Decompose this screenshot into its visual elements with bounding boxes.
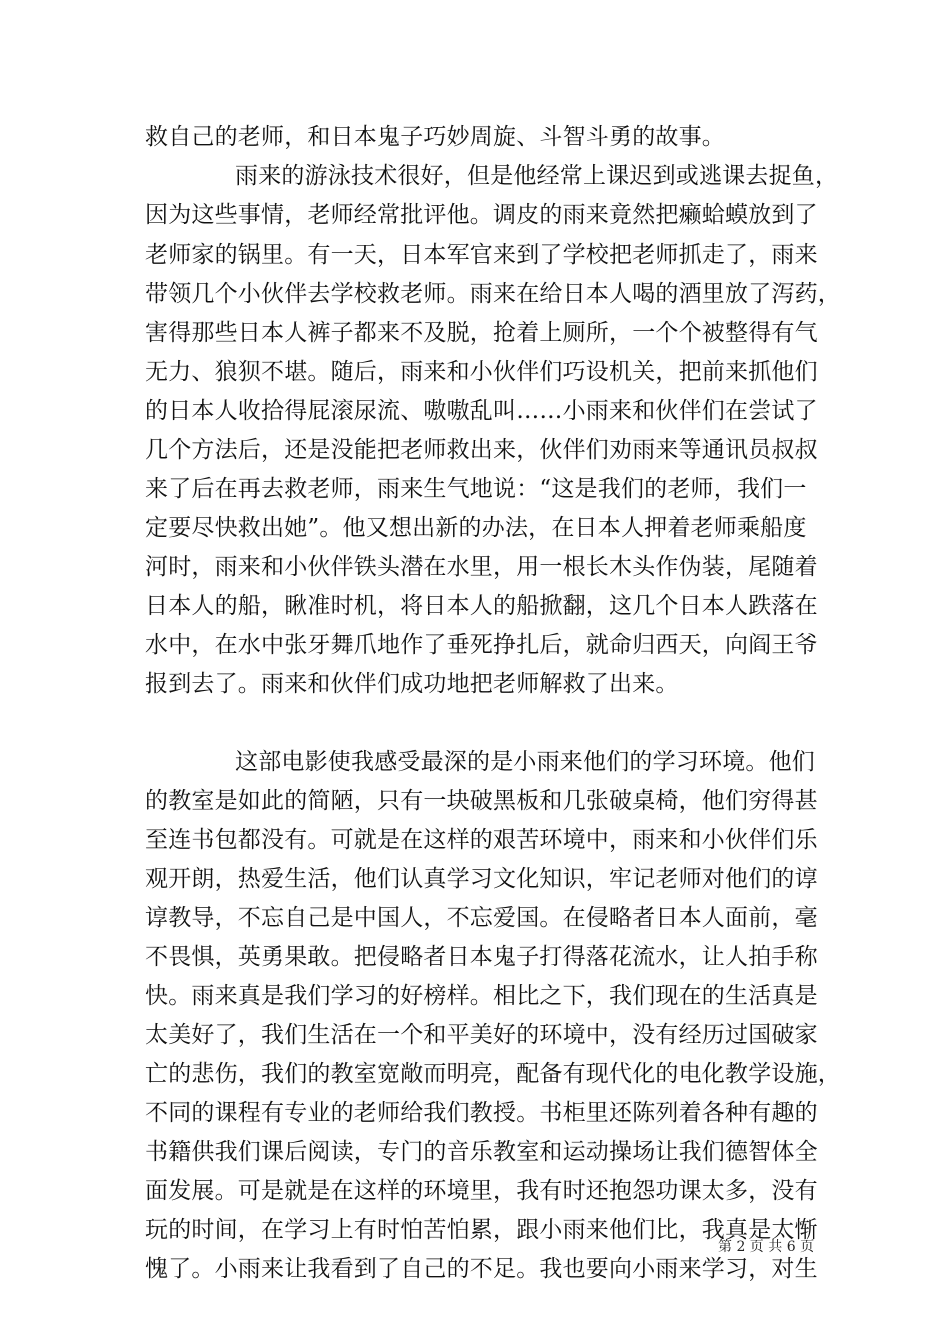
- text-line: 的日本人收拾得屁滚尿流、嗷嗷乱叫……小雨来和伙伴们在尝试了: [145, 398, 818, 424]
- text-line: 定要尽快救出她”。他又想出新的办法，在日本人押着老师乘船度: [145, 515, 807, 541]
- text-line: 几个方法后，还是没能把老师救出来，伙伴们劝雨来等通讯员叔叔: [145, 437, 818, 463]
- text-line: 老师家的锅里。有一天，日本军官来到了学校把老师抓走了，雨来: [145, 242, 818, 268]
- text-line: 救自己的老师，和日本鬼子巧妙周旋、斗智斗勇的故事。: [145, 124, 725, 150]
- text-line: 来了后在再去救老师，雨来生气地说：“这是我们的老师，我们一: [145, 476, 807, 502]
- text-line: 不畏惧，英勇果敢。把侵略者日本鬼子打得落花流水，让人拍手称: [145, 944, 818, 970]
- text-line: 观开朗，热爱生活，他们认真学习文化知识，牢记老师对他们的谆: [145, 866, 818, 892]
- text-line: 面发展。可是就是在这样的环境里，我有时还抱怨功课太多，没有: [145, 1178, 818, 1204]
- text-line: 报到去了。雨来和伙伴们成功地把老师解救了出来。: [145, 671, 679, 697]
- text-line: 带领几个小伙伴去学校救老师。雨来在给日本人喝的酒里放了泻药，: [145, 281, 841, 307]
- text-line: 这部电影使我感受最深的是小雨来他们的学习环境。他们: [235, 749, 815, 775]
- text-line: 水中，在水中张牙舞爪地作了垂死挣扎后，就命归西天，向阎王爷: [145, 632, 818, 658]
- text-line: 害得那些日本人裤子都来不及脱，抢着上厕所，一个个被整得有气: [145, 320, 818, 346]
- text-line: 因为这些事情，老师经常批评他。调皮的雨来竟然把癞蛤蟆放到了: [145, 202, 818, 228]
- text-line: 雨来的游泳技术很好，但是他经常上课迟到或逃课去捉鱼，: [235, 163, 839, 189]
- text-line: 的教室是如此的简陋，只有一块破黑板和几张破桌椅，他们穷得甚: [145, 788, 818, 814]
- text-line: 谆教导，不忘自己是中国人，不忘爱国。在侵略者日本人面前，毫: [145, 905, 818, 931]
- text-line: 太美好了，我们生活在一个和平美好的环境中，没有经历过国破家: [145, 1022, 818, 1048]
- text-line: 不同的课程有专业的老师给我们教授。书柜里还陈列着各种有趣的: [145, 1100, 818, 1126]
- text-line: 河时，雨来和小伙伴铁头潜在水里，用一根长木头作伪装，尾随着: [145, 554, 818, 580]
- text-line: 至连书包都没有。可就是在这样的艰苦环境中，雨来和小伙伴们乐: [145, 827, 818, 853]
- text-line: 日本人的船，瞅准时机，将日本人的船掀翻，这几个日本人跌落在: [145, 593, 818, 619]
- text-line: 亡的悲伤，我们的教室宽敞而明亮，配备有现代化的电化教学设施，: [145, 1061, 841, 1087]
- text-line: 快。雨来真是我们学习的好榜样。相比之下，我们现在的生活真是: [145, 983, 818, 1009]
- text-line: 玩的时间，在学习上有时怕苦怕累，跟小雨来他们比，我真是太惭: [145, 1217, 818, 1243]
- text-line: 书籍供我们课后阅读，专门的音乐教室和运动操场让我们德智体全: [145, 1139, 818, 1165]
- text-line: 无力、狼狈不堪。随后，雨来和小伙伴们巧设机关，把前来抓他们: [145, 359, 818, 385]
- page-number-footer: 第 2 页 共 6 页: [718, 1239, 815, 1255]
- text-line: 愧了。小雨来让我看到了自己的不足。我也要向小雨来学习，对生: [145, 1256, 818, 1282]
